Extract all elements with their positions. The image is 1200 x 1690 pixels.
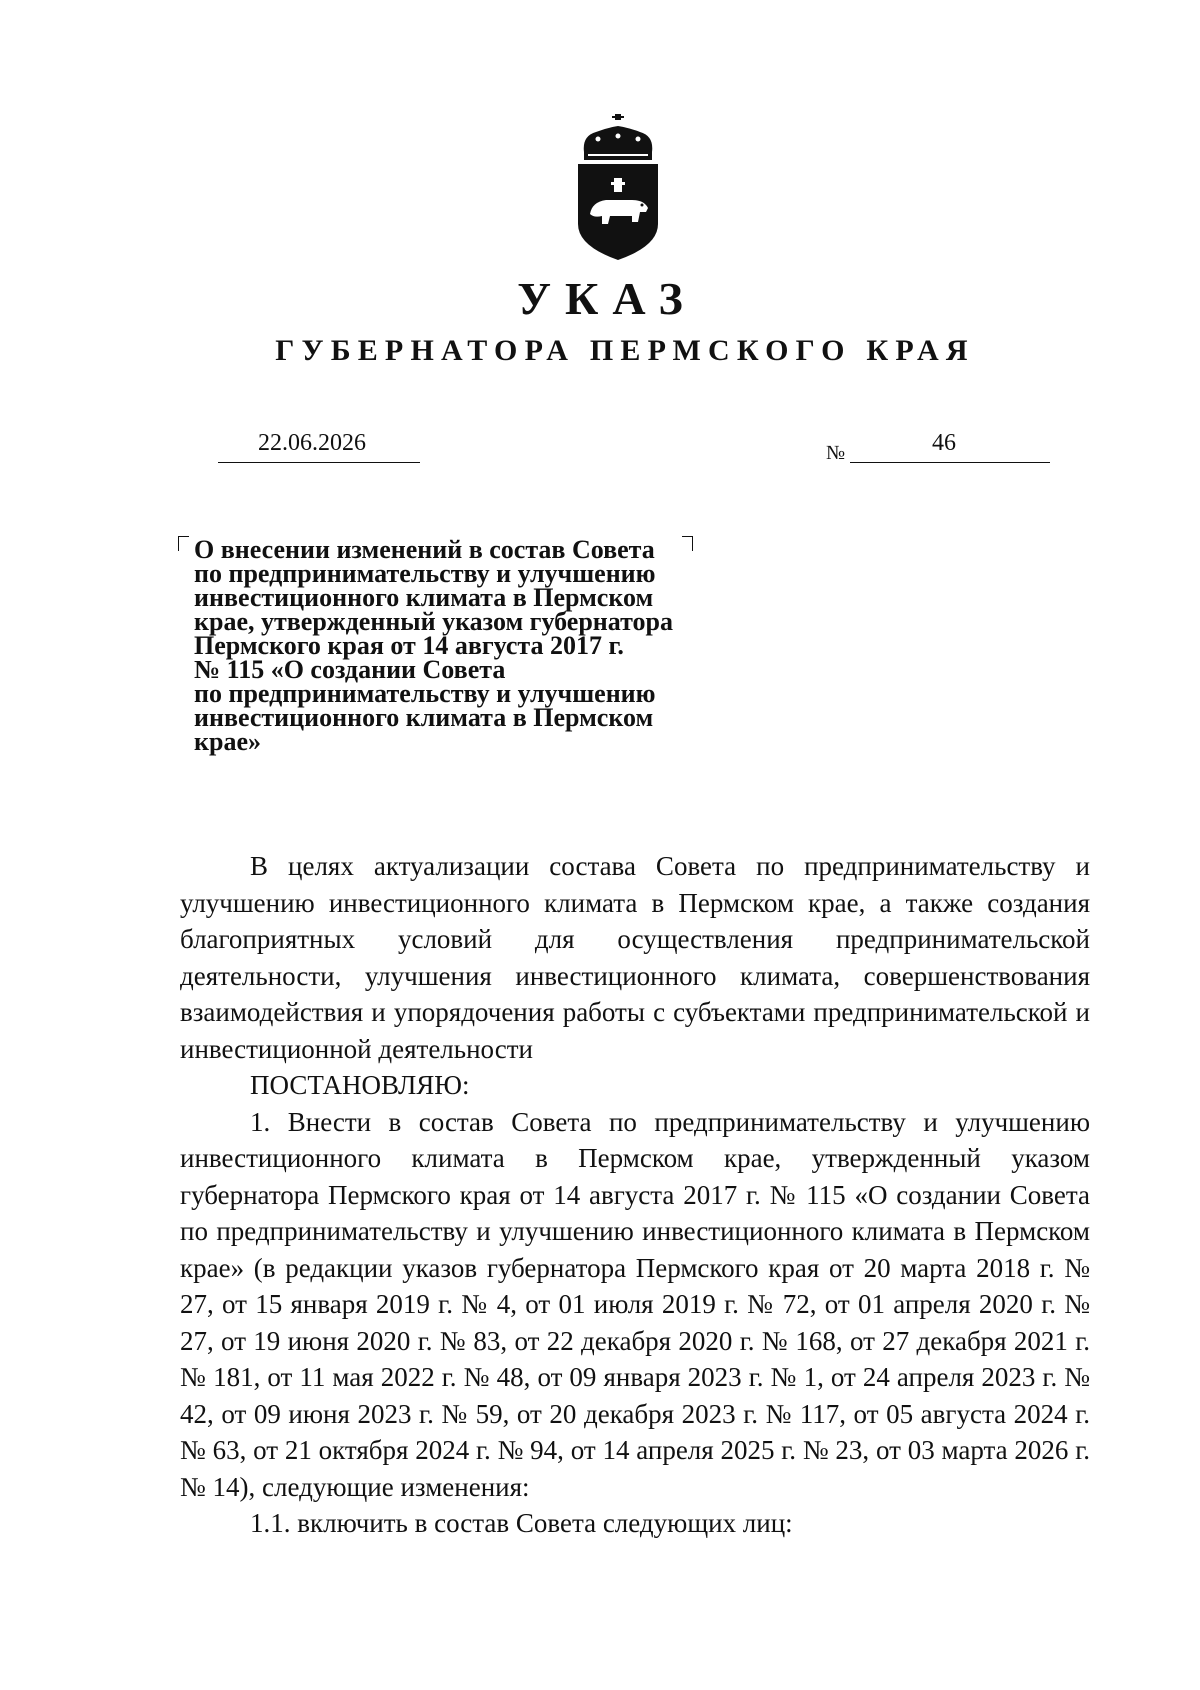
- document-heading: [194, 535, 754, 756]
- document-number: 46: [932, 430, 956, 456]
- number-label: №: [826, 442, 846, 464]
- date-field: [218, 428, 420, 463]
- item-1-1-paragraph: 1.1. включить в состав Совета следующих лиц:: [250, 1508, 793, 1538]
- heading-line: Пермского края от 14 августа 2017 г.: [194, 631, 624, 660]
- number-field: [850, 428, 1050, 463]
- heading-line: О внесении изменений в состав Совета: [194, 535, 655, 564]
- heading-corner-left: [178, 536, 189, 551]
- document-title: УКАЗ: [517, 273, 697, 324]
- heading-line: по предпринимательству и улучшению: [194, 559, 656, 588]
- item-1-paragraph: 1. Внести в состав Совета по предпринимательству и улучшению инвестиционного климата в Пермском крае, утвержденный указом губернатора Пермского края от 14 августа 2017 г. № 115 «О создании Совета по предпринимательству и улучшению инвестиционного климата в Пермском крае» (в редакции указов губернатора Пермского края от 20 марта 2018 г. № 27, от 15 января 2019 г. № 4, от 01 июля 2019 г. № 72, от 01 апреля 2020 г. № 27, от 19 июня 2020 г. № 83, от 22 декабря 2020 г. № 168, от 27 декабря 2021 г. № 181, от 11 мая 2022 г. № 48, от 09 января 2023 г. № 1, от 24 апреля 2023 г. № 42, от 09 июня 2023 г. № 59, от 20 декабря 2023 г. № 117, от 05 августа 2024 г. № 63, от 21 октября 2024 г. № 94, от 14 апреля 2025 г. № 23, от 03 марта 2026 г. № 14), следующие изменения:: [180, 1106, 1090, 1502]
- document-date: 22.06.2026: [258, 430, 366, 456]
- heading-line: по предпринимательству и улучшению: [194, 679, 656, 708]
- heading-line: № 115 «О создании Совета: [194, 655, 506, 684]
- document-subtitle: ГУБЕРНАТОРА ПЕРМСКОГО КРАЯ: [275, 334, 975, 367]
- decree-word: ПОСТАНОВЛЯЮ:: [250, 1070, 470, 1100]
- heading-line: инвестиционного климата в Пермском: [194, 703, 654, 732]
- heading-line: инвестиционного климата в Пермском: [194, 583, 654, 612]
- heading-line: крае, утвержденный указом губернатора: [194, 607, 673, 636]
- coat-of-arms-icon: [568, 112, 668, 262]
- document-body: [180, 848, 1090, 1542]
- heading-line: крае»: [194, 727, 261, 756]
- preamble-paragraph: В целях актуализации состава Совета по предпринимательству и улучшению инвестиционного климата в Пермском крае, а также создания благоприятных условий для осуществления предпринимательской деятельности, улучшения инвестиционного климата, совершенствования взаимодействия и упорядочения работы с субъектами предпринимательской и инвестиционной деятельности: [180, 851, 1090, 1064]
